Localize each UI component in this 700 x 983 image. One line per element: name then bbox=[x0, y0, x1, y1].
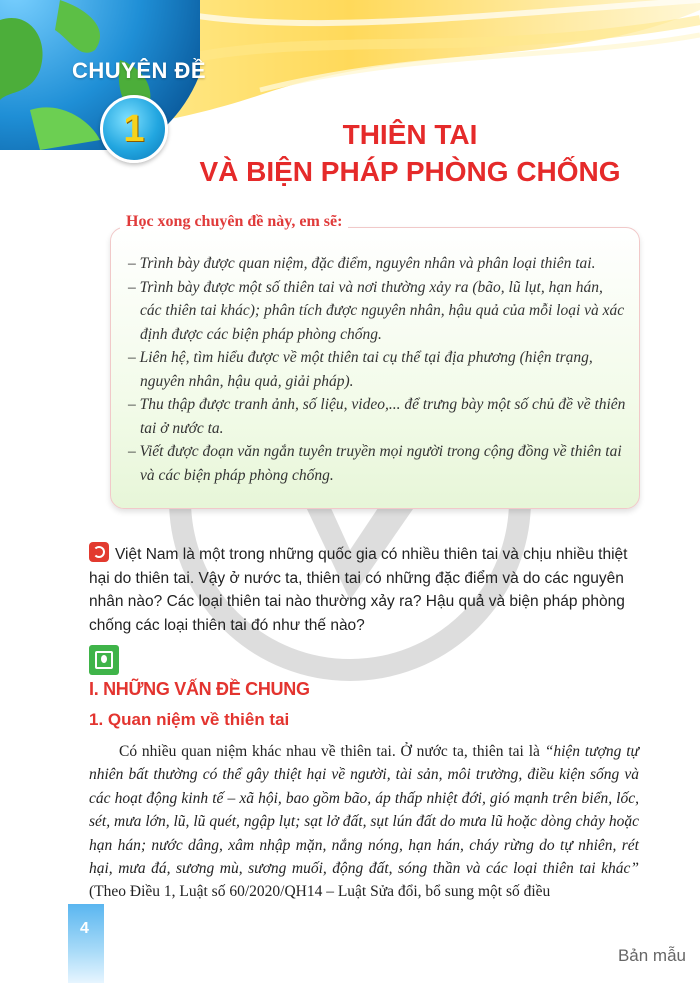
para-start: Có nhiều quan niệm khác nhau về thiên tai. Ở nước ta, thiên tai là bbox=[119, 743, 545, 760]
page-number-tab bbox=[68, 904, 104, 983]
title-line-2: VÀ BIỆN PHÁP PHÒNG CHỐNG bbox=[199, 156, 621, 187]
objective-item: – Trình bày được một số thiên tai và nơi thường xảy ra (bão, lũ lụt, hạn hán, các thiên tai khác); phân tích được nguyên nhân, hậu quả của mỗi loại và xác định được các biện pháp phòng chống. bbox=[128, 278, 625, 343]
chapter-number-badge bbox=[100, 95, 168, 163]
page-title bbox=[170, 116, 650, 190]
subsection-heading: 1. Quan niệm về thiên tai bbox=[89, 710, 290, 729]
para-quote: “hiện tượng tự nhiên bất thường có thể gây thiệt hại về người, tài sản, môi trường, điều kiện sống và các hoạt động kinh tế – xã hội, bao gồm bão, áp thấp nhiệt đới, gió mạnh trên biển, lốc, sét, mưa lớn, lũ, lũ quét, ngập lụt; sạt lở đất, sụt lún đất do mưa lũ hoặc dòng chảy hoặc hạn hán; nước dâng, xâm nhập mặn, nắng nóng, hạn hán, cháy rừng do tự nhiên, rét hại, mưa đá, sương mù, sương muối, động đất, sóng thần và các loại thiên tai khác” bbox=[89, 743, 639, 878]
body-paragraph bbox=[89, 740, 639, 904]
objectives-heading: Học xong chuyên đề này, em sẽ: bbox=[120, 213, 348, 231]
objective-item: – Thu thập được tranh ảnh, số liệu, video,... để trưng bày một số chủ đề về thiên tai ở nước ta. bbox=[128, 396, 626, 437]
sample-label: Bản mẫu bbox=[617, 946, 686, 965]
para-end: (Theo Điều 1, Luật số 60/2020/QH14 – Luật Sửa đổi, bổ sung một số điều bbox=[89, 883, 551, 901]
objectives-list bbox=[128, 252, 628, 487]
chapter-label: CHUYÊN ĐỀ bbox=[72, 58, 207, 83]
lightbulb-icon bbox=[89, 645, 119, 675]
title-line-1: THIÊN TAI bbox=[342, 119, 478, 150]
objective-item: – Liên hệ, tìm hiểu được về một thiên tai cụ thể tại địa phương (hiện trạng, nguyên nhân, hậu quả, giải pháp). bbox=[128, 349, 593, 390]
objective-item: – Viết được đoạn văn ngắn tuyên truyền mọi người trong cộng đồng về thiên tai và các biện pháp phòng chống. bbox=[128, 443, 622, 484]
intro-paragraph bbox=[89, 542, 637, 637]
chapter-number: 1 bbox=[123, 107, 145, 150]
intro-text: Việt Nam là một trong những quốc gia có nhiều thiên tai và chịu nhiều thiệt hại do thiên tai. Vậy ở nước ta, thiên tai có những đặc điểm và do các nguyên nhân nào? Các loại thiên tai nào thường xảy ra? Hậu quả và biện pháp phòng chống các loại thiên tai đó như thế nào? bbox=[89, 546, 628, 634]
page-number: 4 bbox=[80, 920, 89, 937]
objective-item: – Trình bày được quan niệm, đặc điểm, nguyên nhân và phân loại thiên tai. bbox=[128, 255, 596, 272]
section-heading: I. NHỮNG VẤN ĐỀ CHUNG bbox=[89, 679, 310, 699]
start-icon bbox=[89, 542, 109, 562]
